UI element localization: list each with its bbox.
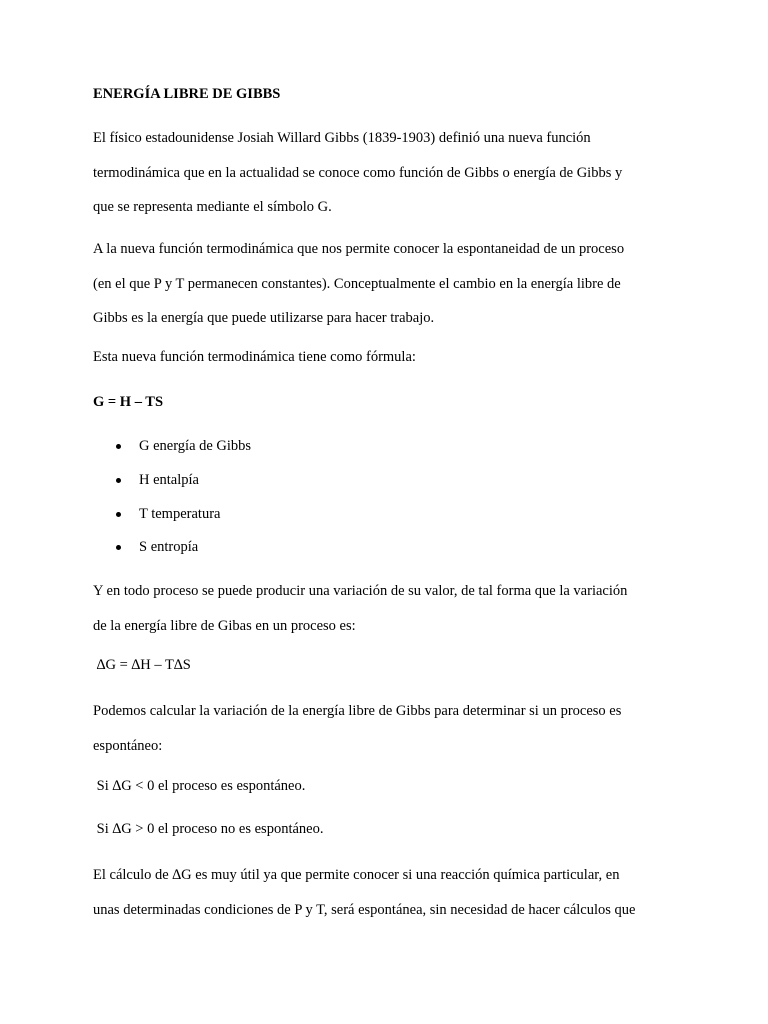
list-item-text: T temperatura xyxy=(139,506,221,522)
list-item-text: S entropía xyxy=(139,539,199,555)
paragraph-variation xyxy=(93,581,683,650)
paragraph-line: Podemos calcular la variación de la energía libre de Gibbs para determinar si un proceso es xyxy=(93,703,622,719)
paragraph-line: que se representa mediante el símbolo G. xyxy=(93,199,332,215)
paragraph-definition xyxy=(93,239,683,343)
condition-not-spontaneous: Si ∆G > 0 el proceso no es espontáneo. xyxy=(93,821,324,837)
formula-gibbs: G = H – TS xyxy=(93,394,164,410)
list-item-text: G energía de Gibbs xyxy=(139,438,252,454)
paragraph-formula-intro: Esta nueva función termodinámica tiene como fórmula: xyxy=(93,349,416,365)
bullet-icon xyxy=(116,478,121,483)
paragraph-usefulness xyxy=(93,865,683,934)
paragraph-line: de la energía libre de Gibas en un proceso es: xyxy=(93,617,356,634)
paragraph-intro xyxy=(93,128,683,232)
paragraph-line: Gibbs es la energía que puede utilizarse para hacer trabajo. xyxy=(93,310,435,326)
paragraph-line: El cálculo de ∆G es muy útil ya que permite conocer si una reacción química particular, en xyxy=(93,867,620,883)
list-item-text: H entalpía xyxy=(139,472,199,488)
formula-delta-g: ∆G = ∆H – T∆S xyxy=(93,657,191,673)
paragraph-calculation xyxy=(93,701,683,770)
paragraph-line: El físico estadounidense Josiah Willard Gibbs (1839-1903) definió una nueva función xyxy=(93,130,591,146)
condition-spontaneous: Si ∆G < 0 el proceso es espontáneo. xyxy=(93,778,306,794)
paragraph-line: unas determinadas condiciones de P y T, será espontánea, sin necesidad de hacer cálculos que xyxy=(93,901,636,918)
bullet-icon xyxy=(116,444,121,449)
bullet-icon xyxy=(116,545,121,550)
paragraph-line: A la nueva función termodinámica que nos permite conocer la espontaneidad de un proceso xyxy=(93,241,625,257)
paragraph-line: (en el que P y T permanecen constantes). Conceptualmente el cambio en la energía libre de xyxy=(93,275,621,292)
paragraph-line: termodinámica que en la actualidad se conoce como función de Gibbs o energía de Gibbs y xyxy=(93,164,623,181)
paragraph-line: Y en todo proceso se puede producir una variación de su valor, de tal forma que la variación xyxy=(93,583,628,599)
document-title: ENERGÍA LIBRE DE GIBBS xyxy=(93,86,281,102)
paragraph-line: espontáneo: xyxy=(93,737,163,754)
bullet-icon xyxy=(116,512,121,517)
